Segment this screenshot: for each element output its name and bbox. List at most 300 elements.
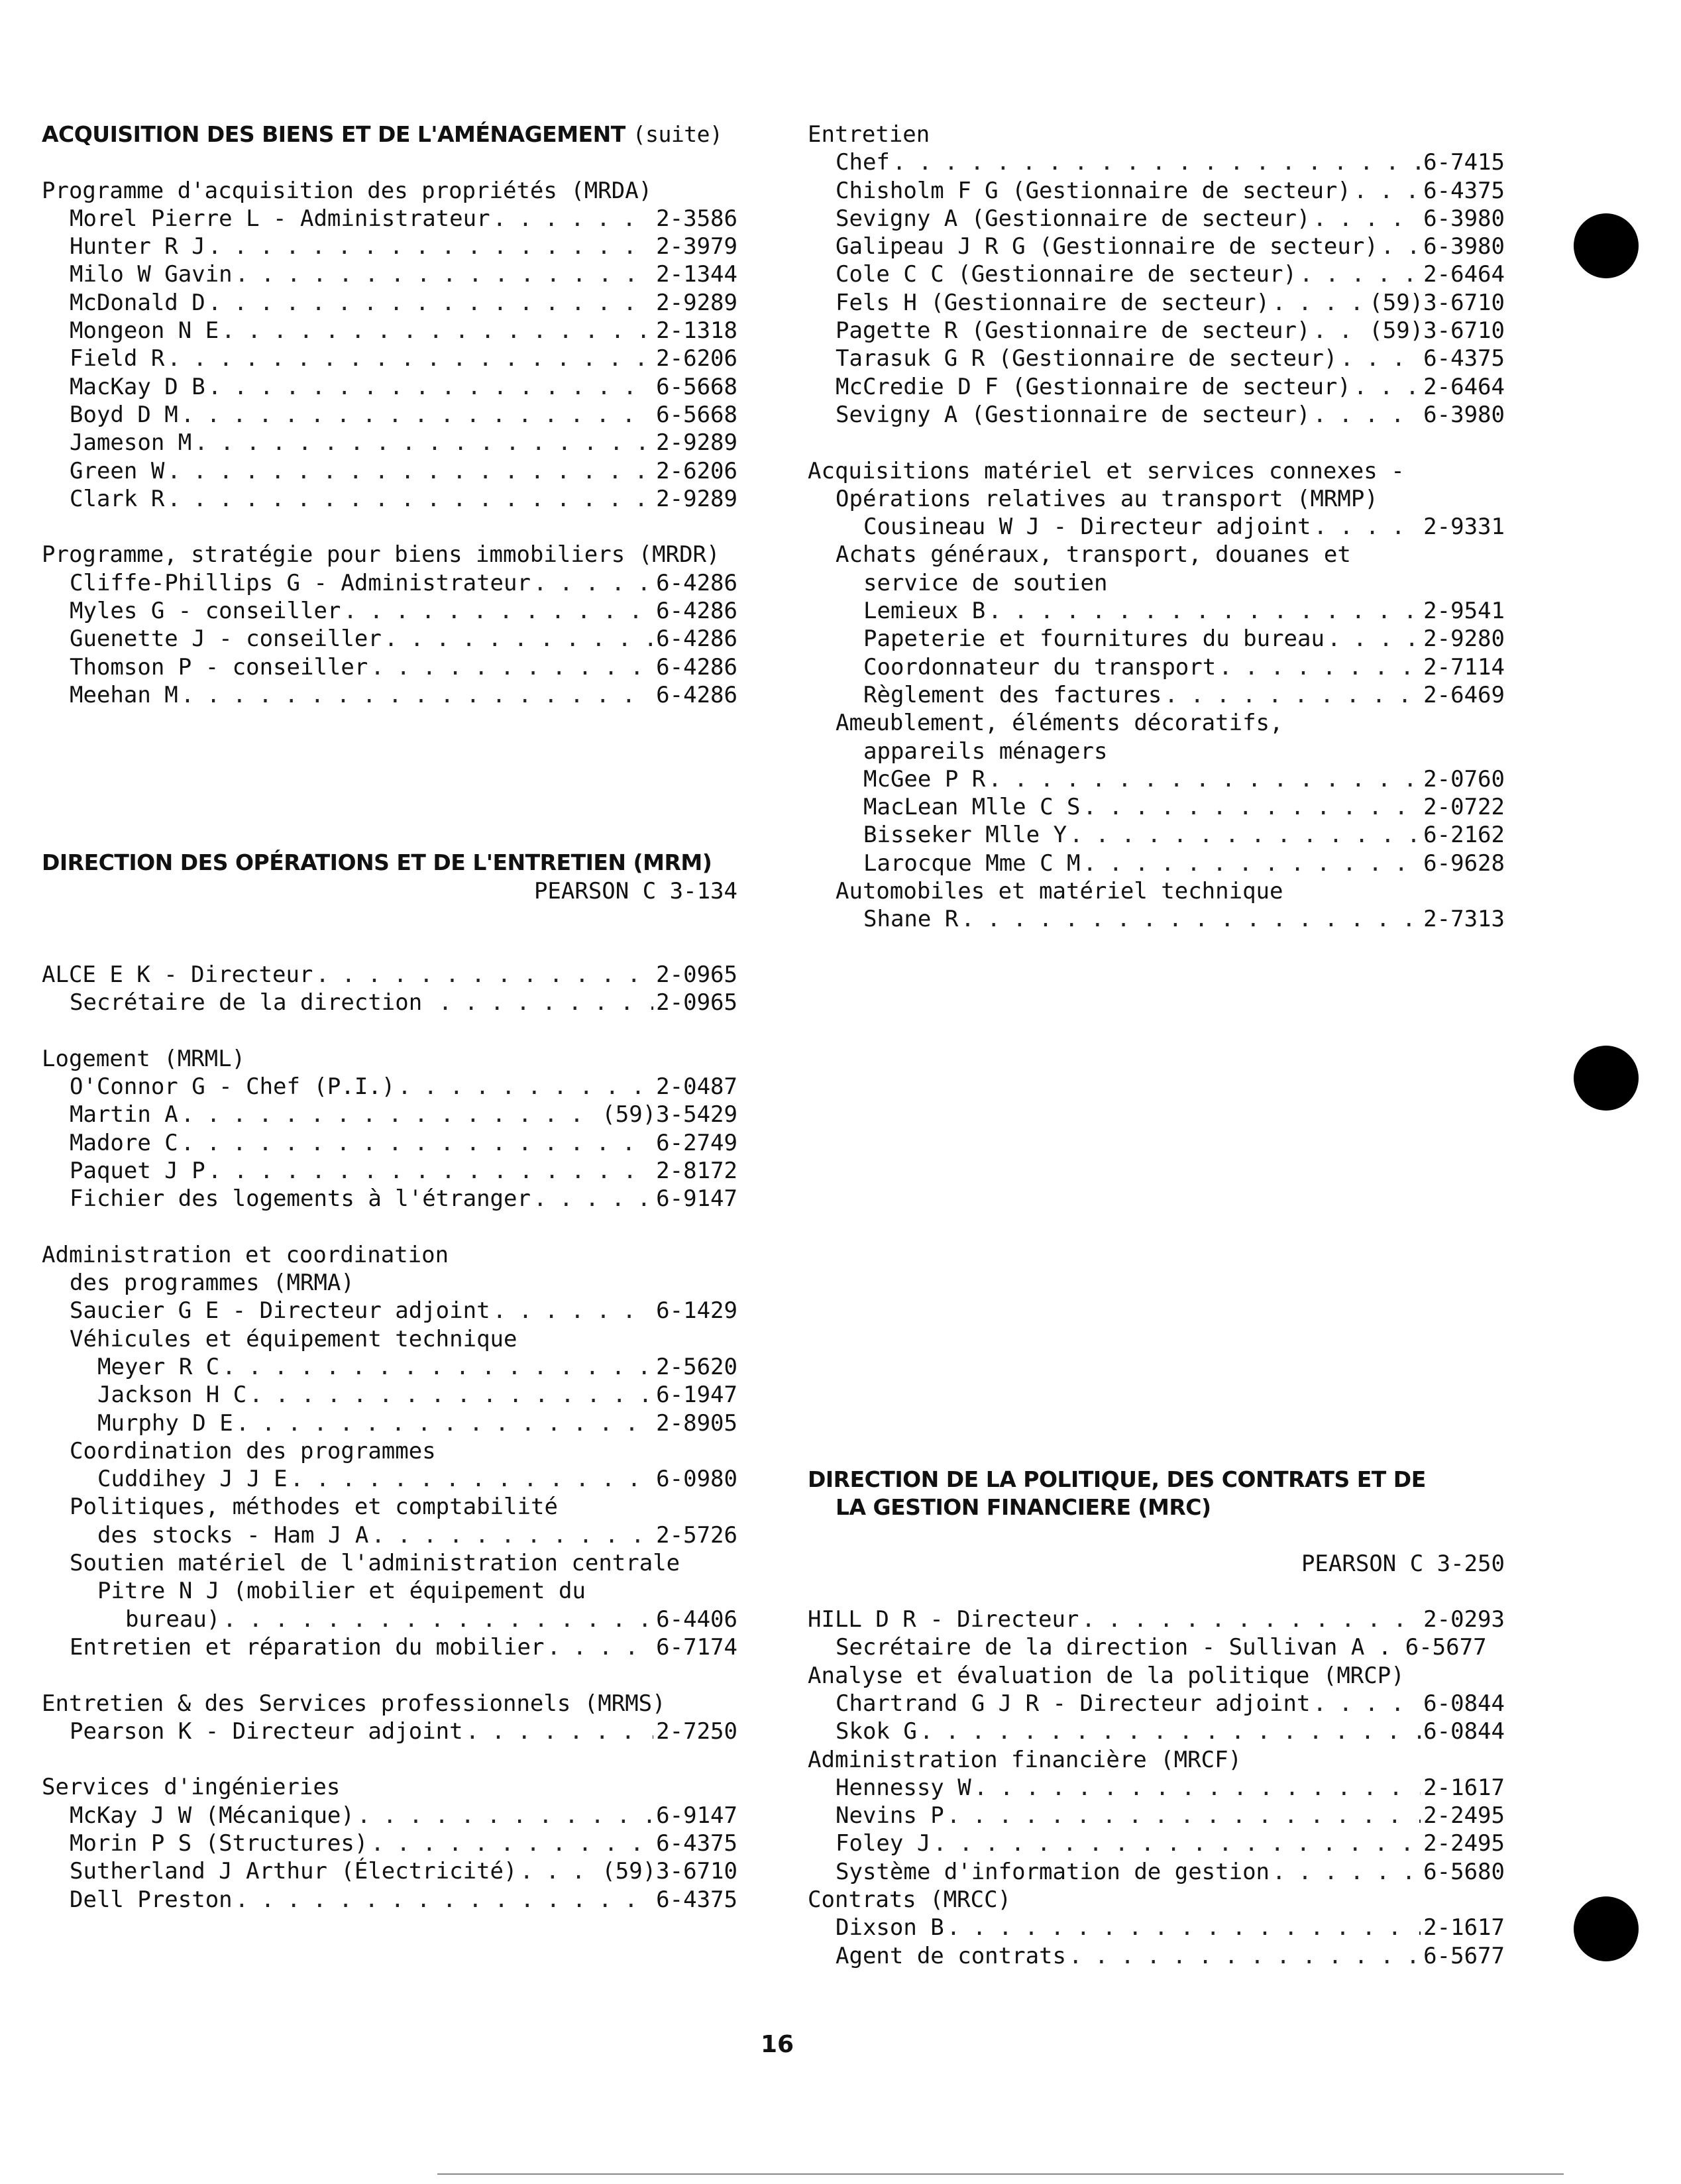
entry-phone: 2-9289 — [653, 429, 737, 457]
entry-name: HILL D R - Directeur — [808, 1606, 1081, 1633]
entry-phone: 2-2495 — [1421, 1829, 1505, 1857]
dot-leader — [947, 1914, 1421, 1941]
dot-leader — [384, 625, 653, 653]
dot-leader — [181, 401, 653, 429]
entry-name: Papeterie et fournitures du bureau — [863, 625, 1327, 653]
dot-leader — [236, 1409, 653, 1437]
dot-leader — [1083, 793, 1421, 821]
section-heading: ACQUISITION DES BIENS ET DE L'AMÉNAGEMENT (suite) — [42, 121, 723, 147]
entry-phone: 2-1617 — [1421, 1774, 1505, 1802]
directory-entry — [808, 1802, 1505, 1829]
dot-leader — [167, 457, 653, 485]
mrda-list — [42, 205, 737, 513]
entry-phone: 6-3980 — [1421, 233, 1505, 260]
dot-leader — [961, 905, 1421, 933]
section-heading: LA GESTION FINANCIERE (MRC) — [836, 1494, 1211, 1520]
dot-leader — [933, 1829, 1421, 1857]
directory-entry — [808, 317, 1505, 345]
subsection-title: Services d'ingénieries — [42, 1774, 341, 1801]
directory-entry — [42, 1606, 737, 1633]
dot-leader — [920, 1718, 1421, 1745]
directory-entry — [42, 681, 737, 709]
page-number: 16 — [761, 2031, 794, 2058]
entry-name: Lemieux B — [863, 597, 988, 625]
directory-entry — [808, 401, 1505, 429]
mrcf-list — [808, 1774, 1505, 1886]
entry-phone: 2-9280 — [1421, 625, 1505, 653]
subsection-title: Administration et coordination — [42, 1241, 449, 1268]
entry-name: McCredie D F (Gestionnaire de secteur) — [836, 373, 1354, 401]
dot-leader — [947, 1802, 1421, 1829]
entry-phone: 2-0965 — [653, 961, 737, 989]
entry-name: Sevigny A (Gestionnaire de secteur) — [836, 401, 1313, 429]
directory-entry — [42, 1857, 737, 1885]
directory-entry — [42, 1802, 737, 1829]
directory-entry — [42, 1353, 737, 1381]
directory-entry — [42, 401, 737, 429]
dot-leader — [1299, 260, 1421, 288]
entry-name: Jameson M — [70, 429, 194, 457]
directory-entry — [808, 849, 1505, 877]
binder-hole-mark — [1574, 1896, 1639, 1961]
dot-leader — [181, 1129, 653, 1157]
directory-entry — [42, 1465, 737, 1493]
directory-entry — [808, 905, 1505, 933]
directory-entry — [808, 289, 1505, 317]
entry-phone: 6-4375 — [653, 1886, 737, 1914]
directory-entry — [808, 1774, 1505, 1802]
entry-phone: 2-6206 — [653, 345, 737, 372]
entry-phone: 6-4286 — [653, 569, 737, 597]
dot-leader — [1313, 317, 1366, 345]
entry-name: Guenette J - conseiller — [70, 625, 384, 653]
directory-entry — [42, 1073, 737, 1101]
dot-leader — [208, 289, 653, 317]
directory-entry — [42, 1185, 737, 1213]
directory-entry — [808, 597, 1505, 625]
entry-phone: 6-5680 — [1421, 1858, 1505, 1886]
directory-entry — [42, 989, 737, 1016]
dot-leader — [1219, 653, 1421, 681]
directory-entry — [42, 1381, 737, 1409]
entry-name: McKay J W (Mécanique) — [70, 1802, 357, 1829]
furn-list — [808, 765, 1505, 877]
dot-leader — [290, 1465, 654, 1493]
entry-phone: 6-9147 — [653, 1185, 737, 1213]
directory-entry — [808, 1858, 1505, 1886]
director-entry — [42, 961, 737, 989]
entry-phone: 6-7174 — [653, 1633, 737, 1661]
dot-leader — [1272, 289, 1366, 317]
entry-phone: (59)3-5429 — [599, 1101, 737, 1128]
entry-phone: 2-8905 — [653, 1409, 737, 1437]
dot-leader — [1340, 345, 1421, 372]
entry-phone: 6-4286 — [653, 653, 737, 681]
directory-entry — [42, 625, 737, 653]
subsection-title: des programmes (MRMA) — [70, 1270, 354, 1297]
entry-name: Chartrand G J R - Directeur adjoint — [836, 1690, 1313, 1718]
entry-name: Field R — [70, 345, 167, 372]
entry-name: Chisholm F G (Gestionnaire de secteur) — [836, 177, 1354, 205]
directory-entry — [42, 373, 737, 401]
directory-entry — [808, 345, 1505, 372]
entry-phone: 6-5668 — [653, 373, 737, 401]
directory-entry — [42, 1829, 737, 1857]
dot-leader — [1164, 681, 1421, 709]
entry-phone: 6-9628 — [1421, 849, 1505, 877]
purch-list — [808, 597, 1505, 709]
mrdr-list — [42, 569, 737, 709]
policy-entry — [42, 1521, 737, 1549]
group-title: service de soutien — [863, 569, 1108, 596]
entry-phone: 2-6469 — [1421, 681, 1505, 709]
entry-name: Milo W Gavin — [70, 260, 235, 288]
directory-entry — [42, 597, 737, 625]
entry-phone: 2-1344 — [653, 260, 737, 288]
entry-phone: 6-5668 — [653, 401, 737, 429]
entry-phone: 6-4375 — [653, 1829, 737, 1857]
dot-leader — [466, 1718, 654, 1745]
dot-leader — [1354, 373, 1421, 401]
entry-name: Chef — [836, 148, 893, 176]
dot-leader — [223, 1606, 653, 1633]
entry-name: Cliffe-Phillips G - Administrateur — [70, 569, 533, 597]
location: PEARSON C 3-134 — [533, 877, 737, 904]
repair-entry — [42, 1633, 737, 1661]
entry-name: Cousineau W J - Directeur adjoint — [863, 513, 1314, 541]
entry-name: Tarasuk G R (Gestionnaire de secteur) — [836, 345, 1340, 372]
subsection-title: Entretien — [808, 121, 930, 148]
directory-entry — [42, 485, 737, 513]
directory-entry — [42, 345, 737, 372]
binder-hole-mark — [1574, 213, 1639, 278]
dot-leader — [398, 1073, 653, 1101]
entry-phone: 6-4286 — [653, 597, 737, 625]
entry-phone: 2-6464 — [1421, 260, 1505, 288]
entry-name: Morin P S (Structures) — [70, 1829, 370, 1857]
subsection-title: Logement (MRML) — [42, 1045, 246, 1072]
directory-entry — [42, 260, 737, 288]
entry-phone: (59)3-6710 — [1366, 317, 1505, 345]
subsection-title: Opérations relatives au transport (MRMP) — [836, 485, 1378, 512]
directory-entry — [808, 233, 1505, 260]
directory-entry — [808, 625, 1505, 653]
dot-leader — [1081, 1606, 1421, 1633]
dot-leader — [1083, 849, 1421, 877]
entry-name: Boyd D M — [70, 401, 181, 429]
acq-deputy — [808, 513, 1505, 541]
entry-name: des stocks - Ham J A — [97, 1521, 371, 1549]
directory-entry — [42, 289, 737, 317]
right-column — [808, 121, 1505, 1970]
group-title: Automobiles et matériel technique — [836, 878, 1283, 905]
directory-entry — [808, 148, 1505, 176]
dot-leader — [370, 653, 653, 681]
subsection-title: Analyse et évaluation de la politique (MRCP) — [808, 1662, 1405, 1689]
entry-phone: 2-3586 — [653, 205, 737, 233]
entry-name: Coordonnateur du transport — [863, 653, 1219, 681]
entry-name: Bisseker Mlle Y — [863, 821, 1069, 849]
auto-entry — [808, 905, 1505, 933]
entry-phone: 2-0965 — [653, 989, 737, 1016]
entry-phone: 2-6206 — [653, 457, 737, 485]
entry-name: MacLean Mlle C S — [863, 793, 1083, 821]
directory-entry — [808, 513, 1505, 541]
dot-leader — [1313, 1690, 1421, 1718]
entry-name: Règlement des factures — [863, 681, 1164, 709]
entry-name: Fichier des logements à l'étranger — [70, 1185, 533, 1213]
entry-name: Myles G - conseiller — [70, 597, 343, 625]
subsection-title: Programme, stratégie pour biens immobiliers (MRDR) — [42, 541, 720, 569]
directory-entry — [808, 1829, 1505, 1857]
dot-leader — [181, 1101, 600, 1128]
entry-phone: 2-5620 — [653, 1353, 737, 1381]
entry-phone: 6-3980 — [1421, 205, 1505, 233]
entry-phone: (59)3-6710 — [599, 1857, 737, 1885]
dot-leader — [533, 1185, 653, 1213]
directory-entry — [808, 653, 1505, 681]
dot-leader — [1272, 1858, 1421, 1886]
directory-entry — [42, 205, 737, 233]
dot-leader — [1069, 1942, 1421, 1970]
dot-leader — [370, 1829, 653, 1857]
group-title: Véhicules et équipement technique — [70, 1325, 517, 1352]
entry-phone: 6-9147 — [653, 1802, 737, 1829]
entry-name: MacKay D B — [70, 373, 208, 401]
directory-entry — [42, 317, 737, 345]
entry-name: Morel Pierre L - Administrateur — [70, 205, 493, 233]
directory-entry — [42, 233, 737, 260]
dot-leader — [221, 317, 653, 345]
entry-name: ALCE E K - Directeur — [42, 961, 315, 989]
dot-leader — [1314, 513, 1421, 541]
subsection-title: Programme d'acquisition des propriétés (MRDA) — [42, 177, 653, 204]
directory-entry — [42, 1297, 737, 1325]
entry-phone: 6-4286 — [653, 625, 737, 653]
entry-name: Thomson P - conseiller — [70, 653, 370, 681]
group-title: Ameublement, éléments décoratifs, — [836, 710, 1283, 737]
entry-phone: 6-2162 — [1421, 821, 1505, 849]
entry-name: Cuddihey J J E — [97, 1465, 290, 1493]
dot-leader — [1313, 401, 1421, 429]
eng-list — [42, 1802, 737, 1914]
entry-phone: 2-9331 — [1421, 513, 1505, 541]
left-column — [42, 121, 737, 1914]
entry-phone: 2-6464 — [1421, 373, 1505, 401]
entry-phone: 6-1947 — [653, 1381, 737, 1409]
entry-name: McDonald D — [70, 289, 208, 317]
bottom-rule — [437, 2173, 1564, 2175]
section-heading: DIRECTION DE LA POLITIQUE, DES CONTRATS ET DE — [808, 1466, 1426, 1492]
dot-leader — [357, 1802, 653, 1829]
dot-leader — [493, 1297, 654, 1325]
entry-name: Cole C C (Gestionnaire de secteur) — [836, 260, 1299, 288]
dot-leader — [1354, 177, 1421, 205]
entry-name: Galipeau J R G (Gestionnaire de secteur) — [836, 233, 1381, 260]
dot-leader — [249, 1381, 653, 1409]
directory-entry — [42, 429, 737, 457]
entry-name: Dell Preston — [70, 1886, 235, 1914]
dot-leader — [547, 1633, 653, 1661]
entry-name: Dixson B — [836, 1914, 947, 1941]
mrc-secretary: Secrétaire de la direction - Sullivan A . 6-5677 — [836, 1634, 1487, 1661]
support-entry — [42, 1606, 737, 1633]
dot-leader — [1313, 205, 1421, 233]
directory-entry — [808, 260, 1505, 288]
directory-entry — [808, 765, 1505, 793]
entry-name: Hunter R J — [70, 233, 208, 260]
entry-name: Martin A — [70, 1101, 181, 1128]
entry-name: Meehan M — [70, 681, 181, 709]
entry-phone: 6-4406 — [653, 1606, 737, 1633]
entry-name: Saucier G E - Directeur adjoint — [70, 1297, 493, 1325]
directory-entry — [42, 1157, 737, 1185]
dot-leader — [893, 148, 1421, 176]
entry-phone: 6-0844 — [1421, 1718, 1505, 1745]
entry-phone: 2-3979 — [653, 233, 737, 260]
entry-phone: 2-8172 — [653, 1157, 737, 1185]
dot-leader — [520, 1857, 600, 1885]
entry-phone: 2-1617 — [1421, 1914, 1505, 1941]
entry-name: Paquet J P — [70, 1157, 208, 1185]
directory-entry — [42, 569, 737, 597]
coord-entry — [42, 1465, 737, 1493]
entry-phone: 6-3980 — [1421, 401, 1505, 429]
entry-name: Entretien et réparation du mobilier — [70, 1633, 547, 1661]
entry-name: Larocque Mme C M — [863, 849, 1083, 877]
entry-name: O'Connor G - Chef (P.I.) — [70, 1073, 398, 1101]
vehicles-list — [42, 1353, 737, 1437]
entry-phone: 6-7415 — [1421, 148, 1505, 176]
dot-leader — [181, 681, 653, 709]
entry-phone: (59)3-6710 — [1366, 289, 1505, 317]
directory-entry — [42, 1718, 737, 1745]
dot-leader — [167, 345, 653, 372]
entry-name: Sevigny A (Gestionnaire de secteur) — [836, 205, 1313, 233]
entry-name: Système d'information de gestion — [836, 1858, 1272, 1886]
entry-phone: 2-0487 — [653, 1073, 737, 1101]
entry-phone: 2-0760 — [1421, 765, 1505, 793]
directory-entry — [808, 681, 1505, 709]
entry-phone: 2-7114 — [1421, 653, 1505, 681]
directory-entry — [808, 1942, 1505, 1970]
entry-name: Agent de contrats — [836, 1942, 1069, 1970]
entry-phone: 2-7313 — [1421, 905, 1505, 933]
subsection-title: Administration financière (MRCF) — [808, 1746, 1242, 1773]
dot-leader — [222, 1353, 653, 1381]
dot-leader — [235, 1886, 654, 1914]
entry-phone: 6-0980 — [653, 1465, 737, 1493]
directory-entry — [808, 1606, 1505, 1633]
entry-phone: 2-5726 — [653, 1521, 737, 1549]
entry-phone: 6-1429 — [653, 1297, 737, 1325]
entry-phone: 6-4375 — [1421, 345, 1505, 372]
dot-leader — [974, 1774, 1421, 1802]
entry-phone: 2-0722 — [1421, 793, 1505, 821]
entry-phone: 6-0844 — [1421, 1690, 1505, 1718]
mrcp-list — [808, 1690, 1505, 1746]
dot-leader — [1381, 233, 1421, 260]
directory-entry — [42, 457, 737, 485]
subsection-title: Contrats (MRCC) — [808, 1886, 1012, 1914]
entry-phone: 6-2749 — [653, 1129, 737, 1157]
secretary-entry — [42, 989, 737, 1016]
binder-hole-mark — [1574, 1046, 1639, 1111]
entry-name: Meyer R C — [97, 1353, 222, 1381]
dot-leader — [439, 989, 653, 1016]
location: PEARSON C 3-250 — [1301, 1550, 1505, 1577]
entry-name: Pearson K - Directeur adjoint — [70, 1718, 466, 1745]
entry-name: Sutherland J Arthur (Électricité) — [70, 1857, 520, 1885]
entry-name: Murphy D E — [97, 1409, 236, 1437]
entry-phone: 2-9289 — [653, 289, 737, 317]
entry-name: Secrétaire de la direction — [70, 989, 439, 1016]
dot-leader — [235, 260, 654, 288]
group-title: Achats généraux, transport, douanes et — [836, 541, 1351, 569]
group-title: appareils ménagers — [863, 737, 1108, 765]
subsection-title: Acquisitions matériel et services connexes - — [808, 457, 1405, 484]
directory-entry — [42, 961, 737, 989]
directory-entry — [42, 653, 737, 681]
entry-phone: 6-4286 — [653, 681, 737, 709]
directory-entry — [808, 1718, 1505, 1745]
subsection-title: Entretien & des Services professionnels (MRMS) — [42, 1690, 666, 1717]
directory-entry — [42, 1409, 737, 1437]
directory-entry — [808, 177, 1505, 205]
directory-entry — [808, 793, 1505, 821]
directory-entry — [808, 1914, 1505, 1941]
entry-name: Madore C — [70, 1129, 181, 1157]
directory-entry — [808, 205, 1505, 233]
entry-phone: 2-2495 — [1421, 1802, 1505, 1829]
group-title: Pitre N J (mobilier et équipement du — [97, 1578, 586, 1605]
entry-phone: 2-0293 — [1421, 1606, 1505, 1633]
dot-leader — [371, 1521, 653, 1549]
group-title: Soutien matériel de l'administration centrale — [70, 1550, 680, 1577]
dot-leader — [493, 205, 654, 233]
entry-name: bureau) — [125, 1606, 223, 1633]
dot-leader — [208, 1157, 653, 1185]
dot-leader — [1327, 625, 1421, 653]
entry-phone: 2-9289 — [653, 485, 737, 513]
mrc-director — [808, 1606, 1505, 1633]
dot-leader — [167, 485, 653, 513]
dot-leader — [315, 961, 653, 989]
dot-leader — [988, 765, 1421, 793]
entry-phone: 6-4375 — [1421, 177, 1505, 205]
group-title: Politiques, méthodes et comptabilité — [70, 1494, 558, 1521]
dot-leader — [208, 233, 653, 260]
entry-name: Fels H (Gestionnaire de secteur) — [836, 289, 1272, 317]
entry-phone: 2-1318 — [653, 317, 737, 345]
entry-name: Foley J — [836, 1829, 933, 1857]
section-heading: DIRECTION DES OPÉRATIONS ET DE L'ENTRETIEN (MRM) — [42, 849, 712, 876]
dot-leader — [194, 429, 653, 457]
entry-name: Nevins P — [836, 1802, 947, 1829]
mrma-deputy — [42, 1297, 737, 1325]
entry-phone: 2-9541 — [1421, 597, 1505, 625]
directory-entry — [42, 1633, 737, 1661]
entry-phone: 2-7250 — [653, 1718, 737, 1745]
directory-entry — [808, 1690, 1505, 1718]
mrcc-list — [808, 1914, 1505, 1970]
directory-entry — [42, 1101, 737, 1128]
directory-entry — [42, 1886, 737, 1914]
directory-entry — [42, 1129, 737, 1157]
entry-name: Jackson H C — [97, 1381, 249, 1409]
entry-name: Skok G — [836, 1718, 920, 1745]
entry-name: Mongeon N E — [70, 317, 221, 345]
